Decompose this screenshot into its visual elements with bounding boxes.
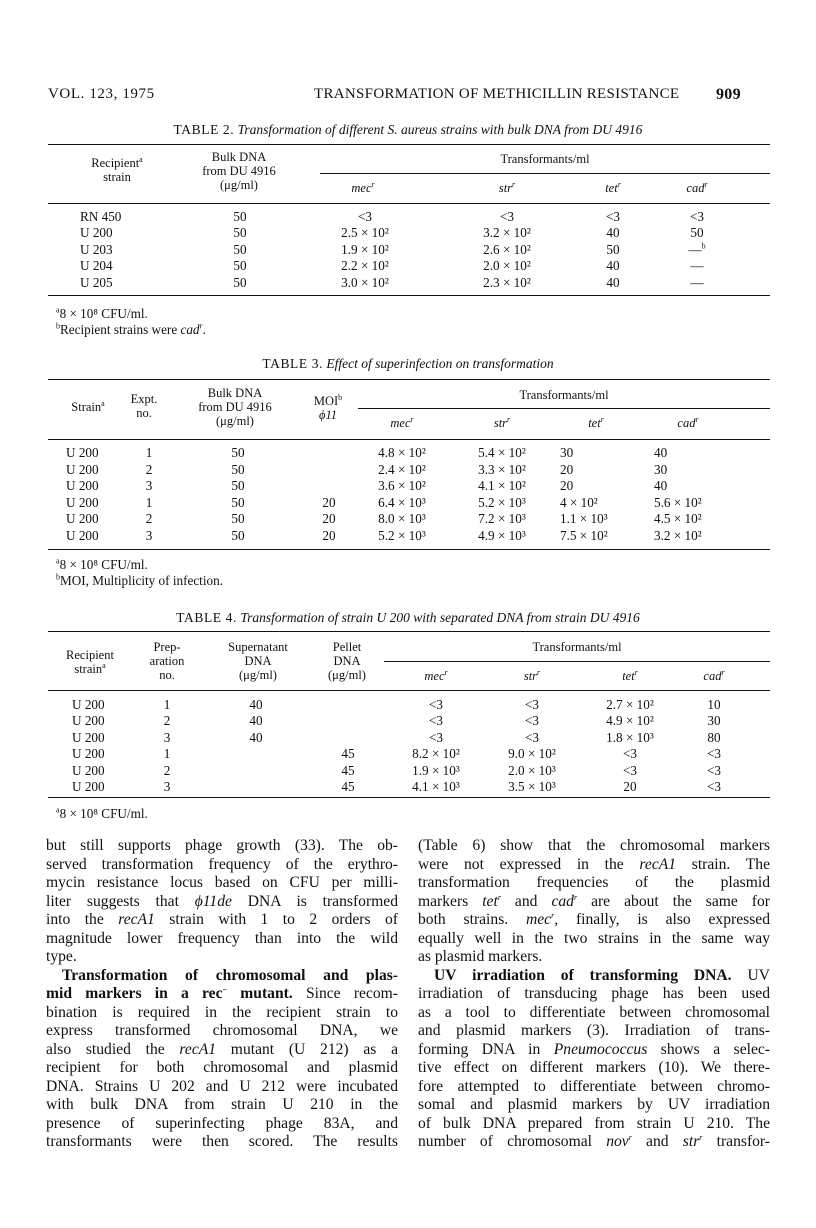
t4-row (0, 713, 816, 728)
table3-header-moi: MOI$^b$ ϕ11 (313, 392, 343, 422)
body-left-line: but still supports phage growth (33). The ob- (46, 837, 398, 854)
body-left-line: mid markers in a rec− mutant. Since recom- (46, 984, 398, 1002)
t4-cell-str: <3 (524, 729, 540, 745)
table2-header-cad: cad$^r$ (686, 179, 708, 195)
t3-cell-tet: 30 (560, 445, 574, 460)
t4-cell-str: 2.0 × 10³ (508, 762, 556, 778)
t4-cell-prep: 2 (163, 762, 171, 778)
t4-cell-prep: 1 (163, 746, 171, 762)
table3-header-str: str$^r$ (493, 414, 511, 430)
table2-header-tet: tet$^r$ (605, 179, 621, 195)
table4-bottom-rule (48, 797, 770, 798)
t3-cell-mec: 6.4 × 10³ (378, 494, 426, 510)
t2-cell-tet: <3 (605, 209, 621, 224)
t3-cell-cad: 4.5 × 10² (654, 511, 702, 526)
table4-caption-text: Transformation of strain U 200 with separated DNA from strain DU 4916 (240, 610, 640, 625)
t4-cell-str: 3.5 × 10³ (508, 779, 556, 794)
t2-cell-str: 2.0 × 10² (483, 258, 531, 274)
t4-cell-str: <3 (524, 713, 540, 729)
t3-cell-bulk: 50 (231, 511, 245, 526)
table2-label: TABLE 2. (173, 122, 235, 137)
body-left-column (46, 837, 398, 1152)
t2-cell-mec: 2.5 × 10² (341, 225, 389, 241)
t3-row (0, 445, 816, 460)
table4-header-pellet: Pellet DNA (μg/ml) (328, 640, 366, 682)
table4-header-cad: cad$^r$ (703, 667, 725, 683)
table2-header-recipient: Recipient$^a$ strain (91, 154, 143, 184)
t2-cell-str: 2.3 × 10² (483, 274, 531, 290)
body-right-line: irradiation of transducing phage has been used (418, 985, 770, 1002)
body-right-line: forming DNA in Pneumococcus shows a selec- (418, 1040, 770, 1058)
table3-header-group: Transformants/ml (519, 388, 609, 402)
t4-cell-cad: 10 (707, 697, 721, 712)
body-left-line: liter suggests that ϕ11de DNA is transformed (46, 892, 398, 910)
body-right-line: equally well in the two strains in the same way (418, 929, 770, 947)
t3-cell-expt: 2 (145, 511, 153, 526)
t4-cell-tet: 2.7 × 10² (606, 697, 654, 712)
t2-cell-tet: 40 (606, 225, 620, 241)
body-left-line: into the recA1 strain with 1 to 2 orders of (46, 911, 399, 928)
t2-cell-bulk: 50 (233, 241, 247, 257)
t2-row (0, 209, 816, 224)
body-right-line: UV irradiation of transforming DNA. UV (434, 966, 771, 984)
t4-cell-str: 9.0 × 10² (508, 746, 556, 762)
t4-cell-strain: U 200 (72, 746, 105, 762)
t3-cell-cad: 3.2 × 10² (654, 527, 702, 543)
table3-caption (0, 356, 816, 372)
body-right-line: and plasmid markers (3). Irradiation of trans- (418, 1022, 770, 1039)
t2-cell-cad: — (690, 258, 704, 274)
body-right-line: both strains. mec$^r$, finally, is also expressed (418, 910, 770, 928)
t4-cell-tet: 20 (623, 779, 637, 794)
t3-cell-strain: U 200 (66, 527, 99, 543)
t3-cell-tet: 1.1 × 10³ (560, 511, 608, 526)
t4-cell-prep: 3 (163, 729, 171, 745)
t3-cell-expt: 3 (145, 527, 153, 543)
t4-row (0, 779, 816, 794)
body-left-line: with bulk DNA from strain U 210 in the (46, 1096, 398, 1113)
t3-cell-str: 4.1 × 10² (478, 478, 526, 493)
t4-cell-tet: 4.9 × 10² (606, 713, 654, 729)
t3-cell-mec: 4.8 × 10² (378, 445, 426, 460)
t3-cell-tet: 20 (560, 478, 574, 493)
table2-caption-text: Transformation of different S. aureus strains with bulk DNA from DU 4916 (237, 122, 643, 137)
body-right-line: tive effect on different markers (10). We there- (418, 1059, 770, 1076)
table3-label: TABLE 3. (262, 356, 324, 371)
t2-cell-cad: 50 (690, 225, 704, 241)
page-number: 909 (716, 86, 741, 103)
t4-cell-prep: 2 (163, 713, 171, 729)
t2-cell-cad: — (690, 274, 704, 290)
t2-cell-strain: U 204 (80, 258, 113, 274)
t3-row (0, 511, 816, 526)
table3-header-tet: tet$^r$ (588, 414, 604, 430)
body-left-line: recipient for both chromosomal and plasmid (46, 1059, 398, 1076)
t3-cell-bulk: 50 (231, 527, 245, 543)
t4-cell-strain: U 200 (72, 697, 105, 712)
t3-cell-tet: 20 (560, 461, 574, 477)
table2-caption (0, 122, 816, 138)
body-left-line: magnitude lower frequency than into the wild (46, 929, 398, 947)
table2-footnote-a: $^a$8 × 10⁸ CFU/ml. (56, 305, 148, 321)
body-right-line: as plasmid markers. (418, 948, 543, 965)
t3-cell-moi: 20 (322, 527, 336, 543)
table3-header-strain: Strain$^a$ (71, 398, 105, 414)
body-left-line: bination is required in the recipient strain to (46, 1003, 398, 1021)
body-left-line: express transformed chromosomal DNA, we (46, 1022, 398, 1039)
t4-row (0, 746, 816, 761)
table4-group-rule (384, 661, 770, 662)
table2-top-rule (48, 144, 770, 145)
t4-cell-pellet: 45 (341, 762, 355, 778)
table4-header-prep: Prep- aration no. (149, 640, 185, 682)
t2-cell-cad: —$^b$ (688, 241, 706, 257)
t2-cell-tet: 50 (606, 241, 620, 257)
t2-cell-strain: RN 450 (80, 209, 122, 224)
table3-header-mec: mec$^r$ (390, 414, 414, 430)
t4-cell-strain: U 200 (72, 713, 105, 729)
t4-cell-supernatant: 40 (249, 713, 263, 729)
t3-cell-strain: U 200 (66, 461, 99, 477)
table3-bottom-rule (48, 549, 770, 550)
table3-footnote-a: $^a$8 × 10⁸ CFU/ml. (56, 556, 148, 572)
t3-cell-expt: 3 (145, 478, 153, 493)
t4-cell-pellet: 45 (341, 779, 355, 794)
table2-footnote-b: $^b$Recipient strains were cad$^r$. (56, 321, 206, 337)
t3-cell-strain: U 200 (66, 494, 99, 510)
body-right-line: were not expressed in the recA1 strain. The (418, 855, 770, 873)
t2-cell-cad: <3 (689, 209, 705, 224)
t4-cell-mec: <3 (428, 697, 444, 712)
running-header-title: TRANSFORMATION OF METHICILLIN RESISTANCE (314, 86, 680, 102)
t2-cell-mec: 2.2 × 10² (341, 258, 389, 274)
t3-cell-cad: 40 (654, 478, 668, 493)
table3-top-rule (48, 379, 770, 380)
body-left-line: mycin resistance locus based on CFU per milli- (46, 874, 398, 891)
running-header-volume: VOL. 123, 1975 (48, 86, 155, 102)
body-left-line: transformants were then scored. The results (46, 1133, 398, 1150)
t3-cell-cad: 40 (654, 445, 668, 460)
t4-cell-cad: 80 (707, 729, 721, 745)
table2-header-rule (48, 203, 770, 204)
t3-cell-cad: 5.6 × 10² (654, 494, 702, 510)
t4-cell-supernatant: 40 (249, 697, 263, 712)
t4-cell-cad: <3 (706, 762, 722, 778)
t3-row (0, 495, 816, 510)
t2-cell-mec: 3.0 × 10² (341, 274, 389, 290)
table3-footnote-b: $^b$MOI, Multiplicity of infection. (56, 572, 223, 588)
t3-cell-str: 5.2 × 10³ (478, 494, 526, 510)
table4-top-rule (48, 631, 770, 632)
t3-cell-mec: 8.0 × 10³ (378, 511, 426, 526)
t3-cell-expt: 1 (145, 445, 153, 460)
t4-row (0, 697, 816, 712)
t4-cell-mec: 8.2 × 10² (412, 746, 460, 762)
t3-cell-mec: 2.4 × 10² (378, 461, 426, 477)
t3-cell-str: 3.3 × 10² (478, 461, 526, 477)
t4-cell-strain: U 200 (72, 762, 105, 778)
t2-cell-str: 3.2 × 10² (483, 225, 531, 241)
body-right-line: number of chromosomal nov$^r$ and str$^r$ transfor- (418, 1132, 771, 1150)
t3-cell-bulk: 50 (231, 494, 245, 510)
table2-footnote-mark: b (701, 241, 706, 251)
t2-row (0, 275, 816, 290)
t2-row (0, 258, 816, 273)
t2-cell-strain: U 200 (80, 225, 113, 241)
t4-cell-tet: <3 (622, 746, 638, 762)
table4-header-supernatant: Supernatant DNA (μg/ml) (228, 640, 288, 682)
t4-cell-mec: <3 (428, 713, 444, 729)
t3-cell-strain: U 200 (66, 478, 99, 493)
t3-cell-moi: 20 (322, 511, 336, 526)
body-right-line: (Table 6) show that the chromosomal markers (418, 837, 770, 854)
t4-cell-tet: 1.8 × 10³ (606, 729, 654, 745)
t3-cell-mec: 5.2 × 10³ (378, 527, 426, 543)
t3-cell-expt: 1 (145, 494, 153, 510)
t3-cell-moi: 20 (322, 494, 336, 510)
t3-cell-strain: U 200 (66, 445, 99, 460)
t3-cell-tet: 7.5 × 10² (560, 527, 608, 543)
t2-cell-bulk: 50 (233, 209, 247, 224)
t4-cell-cad: <3 (706, 746, 722, 762)
t3-cell-expt: 2 (145, 461, 153, 477)
table4-header-group: Transformants/ml (532, 640, 622, 654)
t4-cell-pellet: 45 (341, 746, 355, 762)
t3-cell-mec: 3.6 × 10² (378, 478, 426, 493)
table2-header-group: Transformants/ml (500, 152, 590, 166)
t3-cell-bulk: 50 (231, 461, 245, 477)
table3-header-rule (48, 439, 770, 440)
t3-cell-str: 5.4 × 10² (478, 445, 526, 460)
t3-cell-bulk: 50 (231, 478, 245, 493)
t2-cell-tet: 40 (606, 274, 620, 290)
table3-caption-text: Effect of superinfection on transformation (326, 356, 554, 371)
t4-cell-str: <3 (524, 697, 540, 712)
table2-header-str: str$^r$ (498, 179, 516, 195)
t2-cell-bulk: 50 (233, 225, 247, 241)
table4-header-rule (48, 690, 770, 691)
table4-footnote-a: $^a$8 × 10⁸ CFU/ml. (56, 805, 148, 821)
t3-row (0, 462, 816, 477)
body-left-line: DNA. Strains U 202 and U 212 were incubated (46, 1077, 398, 1095)
table3-header-bulk: Bulk DNA from DU 4916 (μg/ml) (198, 386, 272, 428)
table4-header-str: str$^r$ (523, 667, 541, 683)
t4-row (0, 763, 816, 778)
body-right-line: markers tet$^r$ and cad$^r$ are about the same for (418, 892, 770, 910)
table2-header-mec: mec$^r$ (351, 179, 375, 195)
t3-cell-strain: U 200 (66, 511, 99, 526)
table4-label: TABLE 4. (176, 610, 237, 625)
t4-cell-strain: U 200 (72, 779, 105, 794)
t3-cell-bulk: 50 (231, 445, 245, 460)
body-left-line: presence of superinfecting phage 83A, and (46, 1114, 398, 1132)
t2-cell-strain: U 205 (80, 274, 113, 290)
t2-cell-tet: 40 (606, 258, 620, 274)
t4-cell-strain: U 200 (72, 729, 105, 745)
table4-header-tet: tet$^r$ (622, 667, 638, 683)
t4-cell-prep: 3 (163, 779, 171, 794)
body-left-line: Transformation of chromosomal and plas- (62, 966, 398, 984)
t4-cell-prep: 1 (163, 697, 171, 712)
t2-cell-strain: U 203 (80, 241, 113, 257)
table4-header-mec: mec$^r$ (424, 667, 448, 683)
t3-cell-cad: 30 (654, 461, 668, 477)
body-right-line: fore attempted to differentiate between chromo- (418, 1077, 770, 1095)
t4-cell-cad: <3 (706, 779, 722, 794)
t4-cell-tet: <3 (622, 762, 638, 778)
t2-row (0, 225, 816, 240)
body-left-line: type. (46, 948, 77, 965)
t2-cell-bulk: 50 (233, 274, 247, 290)
table3-header-cad: cad$^r$ (677, 414, 699, 430)
table2-group-rule (320, 173, 770, 174)
t4-cell-mec: 1.9 × 10³ (412, 762, 460, 778)
t4-row (0, 730, 816, 745)
t2-cell-mec: <3 (357, 209, 373, 224)
table2-header-bulk: Bulk DNA from DU 4916 (μg/ml) (202, 150, 276, 192)
table3-group-rule (358, 408, 770, 409)
table4-caption (0, 610, 816, 626)
t4-cell-mec: <3 (428, 729, 444, 745)
body-right-line: as a tool to differentiate between chromosomal (418, 1003, 770, 1021)
t2-cell-str: 2.6 × 10² (483, 241, 531, 257)
t3-row (0, 478, 816, 493)
table3-header-expt: Expt. no. (130, 392, 158, 420)
t2-row (0, 242, 816, 257)
t4-cell-cad: 30 (707, 713, 721, 729)
body-right-line: of bulk DNA prepared from strain U 210. The (418, 1114, 770, 1132)
body-right-column (418, 837, 770, 1152)
body-right-line: somal and plasmid markers by UV irradiation (418, 1096, 770, 1113)
t3-cell-str: 7.2 × 10³ (478, 511, 526, 526)
t2-cell-str: <3 (499, 209, 515, 224)
body-left-line: served transformation frequency of the erythro- (46, 855, 398, 873)
t3-cell-str: 4.9 × 10³ (478, 527, 526, 543)
t2-cell-mec: 1.9 × 10² (341, 241, 389, 257)
table4-header-recipient: Recipient strain$^a$ (66, 648, 114, 676)
table2-bottom-rule (48, 295, 770, 296)
body-right-line: transformation frequencies of the plasmid (418, 874, 770, 891)
t3-cell-tet: 4 × 10² (560, 494, 598, 510)
t4-cell-mec: 4.1 × 10³ (412, 779, 460, 794)
t4-cell-supernatant: 40 (249, 729, 263, 745)
t3-row (0, 528, 816, 543)
t2-cell-bulk: 50 (233, 258, 247, 274)
body-left-line: also studied the recA1 mutant (U 212) as a (46, 1040, 398, 1058)
